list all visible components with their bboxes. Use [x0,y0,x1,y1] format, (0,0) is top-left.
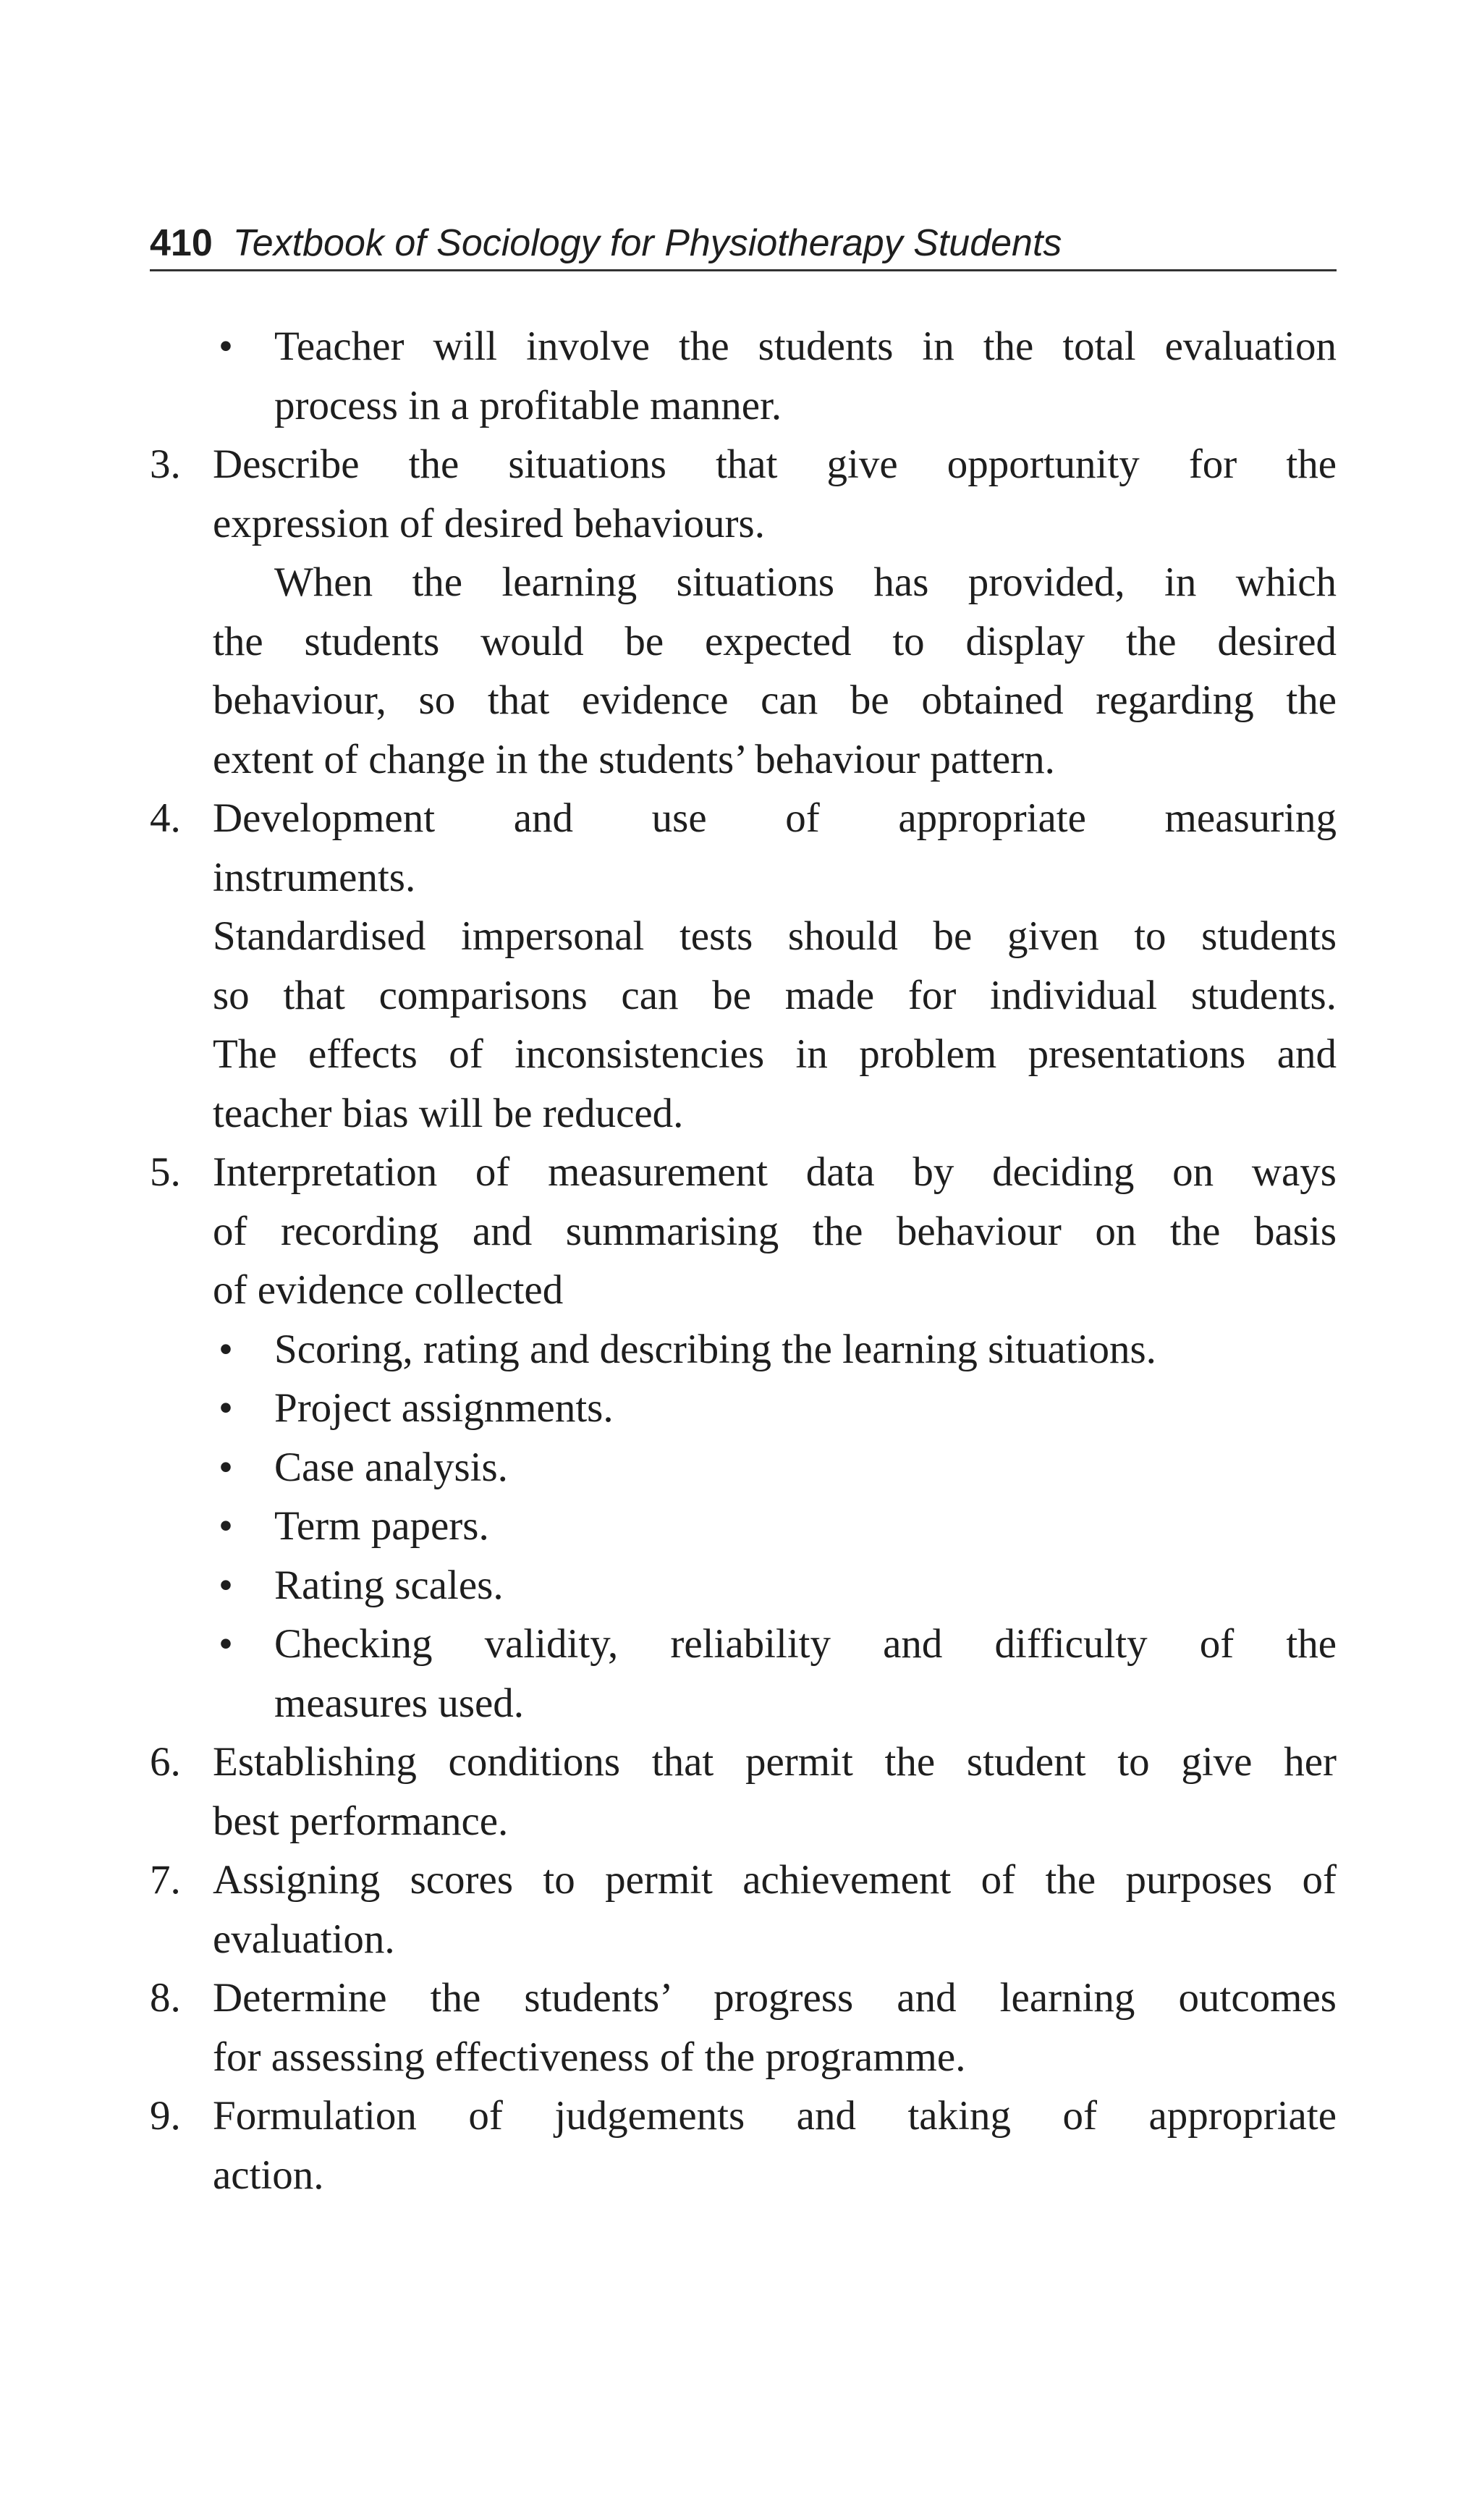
text-line: Establishing conditions that permit the student to give her [213,1739,1337,1785]
list-item-3 [150,435,1337,789]
text-line: behaviour, so that evidence can be obtained regarding the [213,677,1337,723]
bullet-icon: • [219,1562,233,1608]
list-item-4 [150,789,1337,1143]
text-line: evaluation. [213,1916,395,1962]
list-number: 5. [150,1149,181,1195]
list-item-7 [150,1851,1337,1969]
text-line: Scoring, rating and describing the learning situations. [274,1326,1156,1372]
text-line: instruments. [213,854,416,900]
text-line: process in a profitable manner. [274,382,782,428]
list-item-bullet [213,1320,1337,1379]
list-item-bullet [213,317,1337,435]
text-line: The effects of inconsistencies in problem presentations and [213,1031,1337,1077]
list-number: 3. [150,441,181,487]
text-line: Term papers. [274,1503,489,1549]
list-item-bullet [213,1497,1337,1556]
bullet-icon: • [219,1326,233,1372]
list-number: 8. [150,1975,181,2021]
list-item-bullet [213,1615,1337,1733]
text-line: Formulation of judgements and taking of appropriate [213,2093,1337,2139]
text-line: teacher bias will be reduced. [213,1090,684,1136]
list-number: 7. [150,1857,181,1903]
running-title: Textbook of Sociology for Physiotherapy Students [232,222,1062,264]
list-item-9 [150,2086,1337,2204]
list-number: 4. [150,795,181,841]
text-line: for assessing effectiveness of the programme. [213,2034,966,2080]
list-item-bullet [213,1438,1337,1497]
text-line: extent of change in the students’ behaviour pattern. [213,736,1055,782]
bullet-icon: • [219,324,233,369]
text-line: Rating scales. [274,1562,504,1608]
list-item-8 [150,1969,1337,2086]
text-line: expression of desired behaviours. [213,500,765,546]
list-item-6 [150,1733,1337,1851]
text-line: Describe the situations that give opportunity for the [213,441,1337,487]
text-line: Development and use of appropriate measuring [213,795,1337,841]
bullet-icon: • [219,1444,233,1490]
bullet-icon: • [219,1385,233,1431]
text-line: Standardised impersonal tests should be given to students [213,913,1337,959]
text-line: Assigning scores to permit achievement of the purposes of [213,1857,1337,1903]
text-line: the students would be expected to display the desired [213,618,1337,664]
text-line: best performance. [213,1798,509,1844]
bullet-icon: • [219,1621,233,1667]
list-item-bullet [213,1379,1337,1438]
list-item-5 [150,1143,1337,1320]
list-number: 9. [150,2093,181,2139]
text-line: Determine the students’ progress and learning outcomes [213,1975,1337,2021]
list-item-bullet [213,1556,1337,1615]
text-line: so that comparisons can be made for individual students. [213,972,1337,1018]
list-number: 6. [150,1739,181,1785]
text-line: measures used. [274,1680,525,1726]
text-line: action. [213,2152,324,2198]
running-header [150,217,1337,271]
text-line: Project assignments. [274,1385,614,1431]
text-line: When the learning situations has provided, in which [274,559,1337,605]
text-line: Checking validity, reliability and difficulty of the [274,1621,1337,1667]
text-line: of evidence collected [213,1267,564,1313]
body-text [150,317,1337,2204]
text-line: Case analysis. [274,1444,508,1490]
text-line: Teacher will involve the students in the total evaluation [274,324,1337,369]
bullet-icon: • [219,1503,233,1549]
text-line: of recording and summarising the behaviour on the basis [213,1208,1337,1254]
page-number: 410 [150,222,213,264]
text-line: Interpretation of measurement data by deciding on ways [213,1149,1337,1195]
